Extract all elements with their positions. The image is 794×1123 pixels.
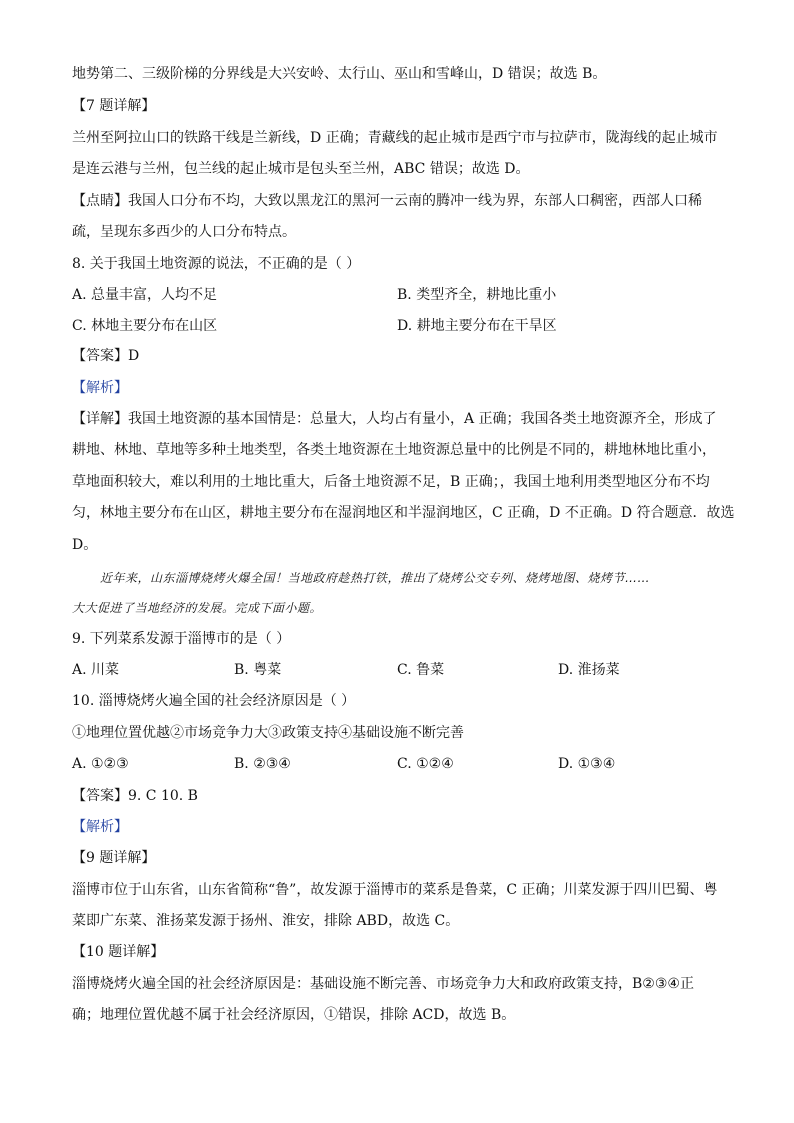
answer-8: 【答案】D [72, 348, 140, 364]
option-10b: B. ②③④ [234, 756, 291, 772]
option-9c: C. 鲁菜 [397, 662, 445, 678]
question-10-statements: ①地理位置优越②市场竞争力大③政策支持④基础设施不断完善 [72, 725, 464, 741]
section-heading: 【10 题详解】 [72, 944, 165, 960]
material-text: 近年来，山东淄博烧烤火爆全国！当地政府趁热打铁，推出了烧烤公交专列、烧烤地图、烧烤节…… [100, 571, 651, 585]
material-text: 大大促进了当地经济的发展。完成下面小题。 [72, 601, 323, 615]
text-line: 匀，林地主要分布在山区，耕地主要分布在湿润地区和半湿润地区，C 正确，D 不正确。D 符合题意．故选 [72, 505, 735, 521]
section-heading: 【9 题详解】 [72, 850, 156, 866]
answer-9-10: 【答案】9. C 10. B [72, 788, 198, 804]
question-10: 10. 淄博烧烤火遍全国的社会经济原因是（ ） [72, 693, 356, 709]
text-line: 菜即广东菜、淮扬菜发源于扬州、淮安，排除 ABD，故选 C。 [72, 913, 460, 929]
option-10a: A. ①②③ [72, 756, 129, 772]
option-9d: D. 淮扬菜 [558, 662, 620, 678]
question-9: 9. 下列菜系发源于淄博市的是（ ） [72, 631, 291, 647]
text-line: 确；地理位置优越不属于社会经济原因，①错误，排除 ACD，故选 B。 [72, 1007, 516, 1023]
section-heading: 【7 题详解】 [72, 98, 156, 114]
option-8d: D. 耕地主要分布在干旱区 [397, 318, 557, 334]
text-line: 地势第二、三级阶梯的分界线是大兴安岭、太行山、巫山和雪峰山，D 错误；故选 B。 [72, 66, 607, 82]
option-9b: B. 粤菜 [234, 662, 282, 678]
option-9a: A. 川菜 [72, 662, 120, 678]
option-8b: B. 类型齐全，耕地比重小 [397, 287, 557, 303]
text-line: 【详解】我国土地资源的基本国情是：总量大，人均占有量小，A 正确；我国各类土地资源齐全，形成了 [72, 411, 717, 427]
text-line: 淄博市位于山东省，山东省简称“鲁”，故发源于淄博市的菜系是鲁菜，C 正确；川菜发源于四川巴蜀、粤 [72, 882, 718, 898]
text-line: 草地面积较大，难以利用的土地比重大，后备土地资源不足，B 正确；，我国土地利用类型地区分布不均 [72, 474, 710, 490]
analysis-heading: 【解析】 [72, 380, 128, 396]
question-8: 8. 关于我国土地资源的说法，不正确的是（ ） [72, 256, 361, 272]
text-line: D。 [72, 537, 98, 553]
option-8a: A. 总量丰富，人均不足 [72, 287, 218, 303]
option-8c: C. 林地主要分布在山区 [72, 318, 218, 334]
text-line: 是连云港与兰州，包兰线的起止城市是包头至兰州，ABC 错误；故选 D。 [72, 161, 530, 177]
option-10c: C. ①②④ [397, 756, 454, 772]
text-line: 耕地、林地、草地等多种土地类型，各类土地资源在土地资源总量中的比例是不同的，耕地林地比重小， [72, 442, 716, 458]
text-line: 淄博烧烤火遍全国的社会经济原因是：基础设施不断完善、市场竞争力大和政府政策支持，B②③④正 [72, 976, 694, 992]
text-line: 兰州至阿拉山口的铁路干线是兰新线，D 正确；青藏线的起止城市是西宁市与拉萨市，陇海线的起止城市 [72, 130, 718, 146]
text-line: 疏，呈现东多西少的人口分布特点。 [72, 224, 296, 240]
analysis-heading: 【解析】 [72, 819, 128, 835]
text-line: 【点睛】我国人口分布不均，大致以黑龙江的黑河一云南的腾冲一线为界，东部人口稠密，西部人口稀 [72, 193, 702, 209]
option-10d: D. ①③④ [558, 756, 616, 772]
